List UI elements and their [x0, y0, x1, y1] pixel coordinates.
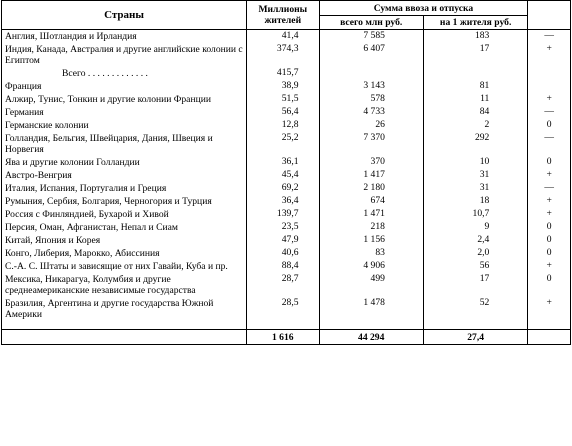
table-row	[2, 182, 571, 195]
population-cell: 45,4	[247, 169, 319, 182]
per-capita-cell: 56	[423, 260, 527, 273]
sign-cell: +	[528, 93, 571, 106]
country-cell: Ява и другие колонии Голландии	[2, 156, 247, 169]
totals-population: 1 616	[247, 330, 319, 345]
population-cell: 28,7	[247, 273, 319, 297]
header-trade-sum: Сумма ввоза и отпуска	[319, 1, 528, 16]
trade-total-cell: 26	[319, 119, 423, 132]
population-cell: 25,2	[247, 132, 319, 156]
country-cell: С.-А. С. Штаты и зависящие от них Гавайи, Куба и пр.	[2, 260, 247, 273]
sign-cell: 0	[528, 234, 571, 247]
per-capita-cell: 81	[423, 80, 527, 93]
trade-total-cell: 7 370	[319, 132, 423, 156]
country-cell: Германия	[2, 106, 247, 119]
table-row	[2, 156, 571, 169]
per-capita-cell: 52	[423, 297, 527, 321]
per-capita-cell: 11	[423, 93, 527, 106]
population-cell: 139,7	[247, 208, 319, 221]
spacer-cell	[247, 321, 319, 330]
country-cell: Англия, Шотландия и Ирландия	[2, 30, 247, 44]
header-population-line1: Миллионы	[258, 4, 308, 15]
per-capita-cell: 183	[423, 30, 527, 44]
header-trade-total: всего млн руб.	[319, 16, 423, 30]
population-cell: 36,1	[247, 156, 319, 169]
country-cell: Франция	[2, 80, 247, 93]
sign-cell: 0	[528, 156, 571, 169]
population-cell: 38,9	[247, 80, 319, 93]
population-cell: 36,4	[247, 195, 319, 208]
sign-cell: +	[528, 43, 571, 67]
per-capita-cell: 84	[423, 106, 527, 119]
per-capita-cell: 10,7	[423, 208, 527, 221]
trade-total-cell	[319, 67, 423, 80]
trade-total-cell: 370	[319, 156, 423, 169]
trade-total-cell: 83	[319, 247, 423, 260]
population-cell: 374,3	[247, 43, 319, 67]
subtotal-row	[2, 67, 571, 80]
country-cell: Конго, Либерия, Марокко, Абиссиния	[2, 247, 247, 260]
per-capita-cell: 31	[423, 169, 527, 182]
per-capita-cell: 17	[423, 273, 527, 297]
totals-per-capita: 27,4	[423, 330, 527, 345]
table-row	[2, 195, 571, 208]
sign-cell: —	[528, 182, 571, 195]
header-countries: Страны	[2, 1, 247, 30]
spacer-cell	[2, 321, 247, 330]
table-row	[2, 208, 571, 221]
table-row	[2, 132, 571, 156]
population-cell: 41,4	[247, 30, 319, 44]
country-cell: Австро-Венгрия	[2, 169, 247, 182]
country-cell: Мексика, Никарагуа, Колумбия и другие среднеамериканские независимые государства	[2, 273, 247, 297]
trade-total-cell: 1 417	[319, 169, 423, 182]
table-row	[2, 43, 571, 67]
trade-total-cell: 1 478	[319, 297, 423, 321]
sign-cell: 0	[528, 221, 571, 234]
trade-total-cell: 4 906	[319, 260, 423, 273]
sign-cell	[528, 80, 571, 93]
trade-total-cell: 499	[319, 273, 423, 297]
table-row	[2, 106, 571, 119]
spacer-cell	[423, 321, 527, 330]
spacer-cell	[319, 321, 423, 330]
country-cell: Китай, Япония и Корея	[2, 234, 247, 247]
trade-total-cell: 1 471	[319, 208, 423, 221]
country-cell: Индия, Канада, Австралия и другие английские колонии с Египтом	[2, 43, 247, 67]
table-row	[2, 119, 571, 132]
per-capita-cell: 2,4	[423, 234, 527, 247]
table-row	[2, 93, 571, 106]
totals-sign	[528, 330, 571, 345]
trade-total-cell: 3 143	[319, 80, 423, 93]
population-cell: 12,8	[247, 119, 319, 132]
sign-cell: —	[528, 106, 571, 119]
sign-cell: —	[528, 132, 571, 156]
population-cell: 69,2	[247, 182, 319, 195]
totals-label-cell	[2, 330, 247, 345]
header-sign	[528, 1, 571, 30]
trade-total-cell: 674	[319, 195, 423, 208]
sign-cell: 0	[528, 247, 571, 260]
sign-cell: +	[528, 260, 571, 273]
per-capita-cell: 9	[423, 221, 527, 234]
per-capita-cell: 2,0	[423, 247, 527, 260]
population-cell: 415,7	[247, 67, 319, 80]
totals-trade-total: 44 294	[319, 330, 423, 345]
table-row	[2, 273, 571, 297]
trade-total-cell: 4 733	[319, 106, 423, 119]
sign-cell	[528, 67, 571, 80]
totals-row	[2, 330, 571, 345]
country-cell: Голландия, Бельгия, Швейцария, Дания, Швеция и Норвегия	[2, 132, 247, 156]
sign-cell: +	[528, 195, 571, 208]
country-cell: Россия с Финляндией, Бухарой и Хивой	[2, 208, 247, 221]
country-cell: Бразилия, Аргентина и другие государства Южной Америки	[2, 297, 247, 321]
sign-cell: +	[528, 169, 571, 182]
trade-total-cell: 218	[319, 221, 423, 234]
table-body	[2, 30, 571, 345]
country-cell: Италия, Испания, Португалия и Греция	[2, 182, 247, 195]
trade-total-cell: 6 407	[319, 43, 423, 67]
table-row	[2, 221, 571, 234]
sign-cell: +	[528, 297, 571, 321]
country-cell: Всего . . . . . . . . . . . . .	[2, 67, 247, 80]
per-capita-cell: 292	[423, 132, 527, 156]
per-capita-cell: 31	[423, 182, 527, 195]
header-population	[247, 1, 319, 30]
table-row	[2, 169, 571, 182]
per-capita-cell: 10	[423, 156, 527, 169]
sign-cell: —	[528, 30, 571, 44]
country-cell: Персия, Оман, Афганистан, Непал и Сиам	[2, 221, 247, 234]
population-cell: 47,9	[247, 234, 319, 247]
per-capita-cell	[423, 67, 527, 80]
population-cell: 51,5	[247, 93, 319, 106]
header-trade-per-capita: на 1 жителя руб.	[423, 16, 527, 30]
table-row	[2, 80, 571, 93]
table-row	[2, 234, 571, 247]
table-row	[2, 30, 571, 44]
spacer-row	[2, 321, 571, 330]
trade-table	[1, 0, 571, 345]
country-cell: Алжир, Тунис, Тонкин и другие колонии Франции	[2, 93, 247, 106]
trade-total-cell: 578	[319, 93, 423, 106]
per-capita-cell: 2	[423, 119, 527, 132]
population-cell: 28,5	[247, 297, 319, 321]
per-capita-cell: 17	[423, 43, 527, 67]
spacer-cell	[528, 321, 571, 330]
trade-total-cell: 1 156	[319, 234, 423, 247]
population-cell: 56,4	[247, 106, 319, 119]
trade-total-cell: 2 180	[319, 182, 423, 195]
population-cell: 23,5	[247, 221, 319, 234]
table-row	[2, 297, 571, 321]
sign-cell: 0	[528, 119, 571, 132]
header-population-line2: жителей	[264, 15, 302, 26]
country-cell: Германские колонии	[2, 119, 247, 132]
table-row	[2, 247, 571, 260]
country-cell: Румыния, Сербия, Болгария, Черногория и Турция	[2, 195, 247, 208]
sign-cell: +	[528, 208, 571, 221]
sign-cell: 0	[528, 273, 571, 297]
per-capita-cell: 18	[423, 195, 527, 208]
trade-total-cell: 7 585	[319, 30, 423, 44]
population-cell: 40,6	[247, 247, 319, 260]
table-row	[2, 260, 571, 273]
population-cell: 88,4	[247, 260, 319, 273]
